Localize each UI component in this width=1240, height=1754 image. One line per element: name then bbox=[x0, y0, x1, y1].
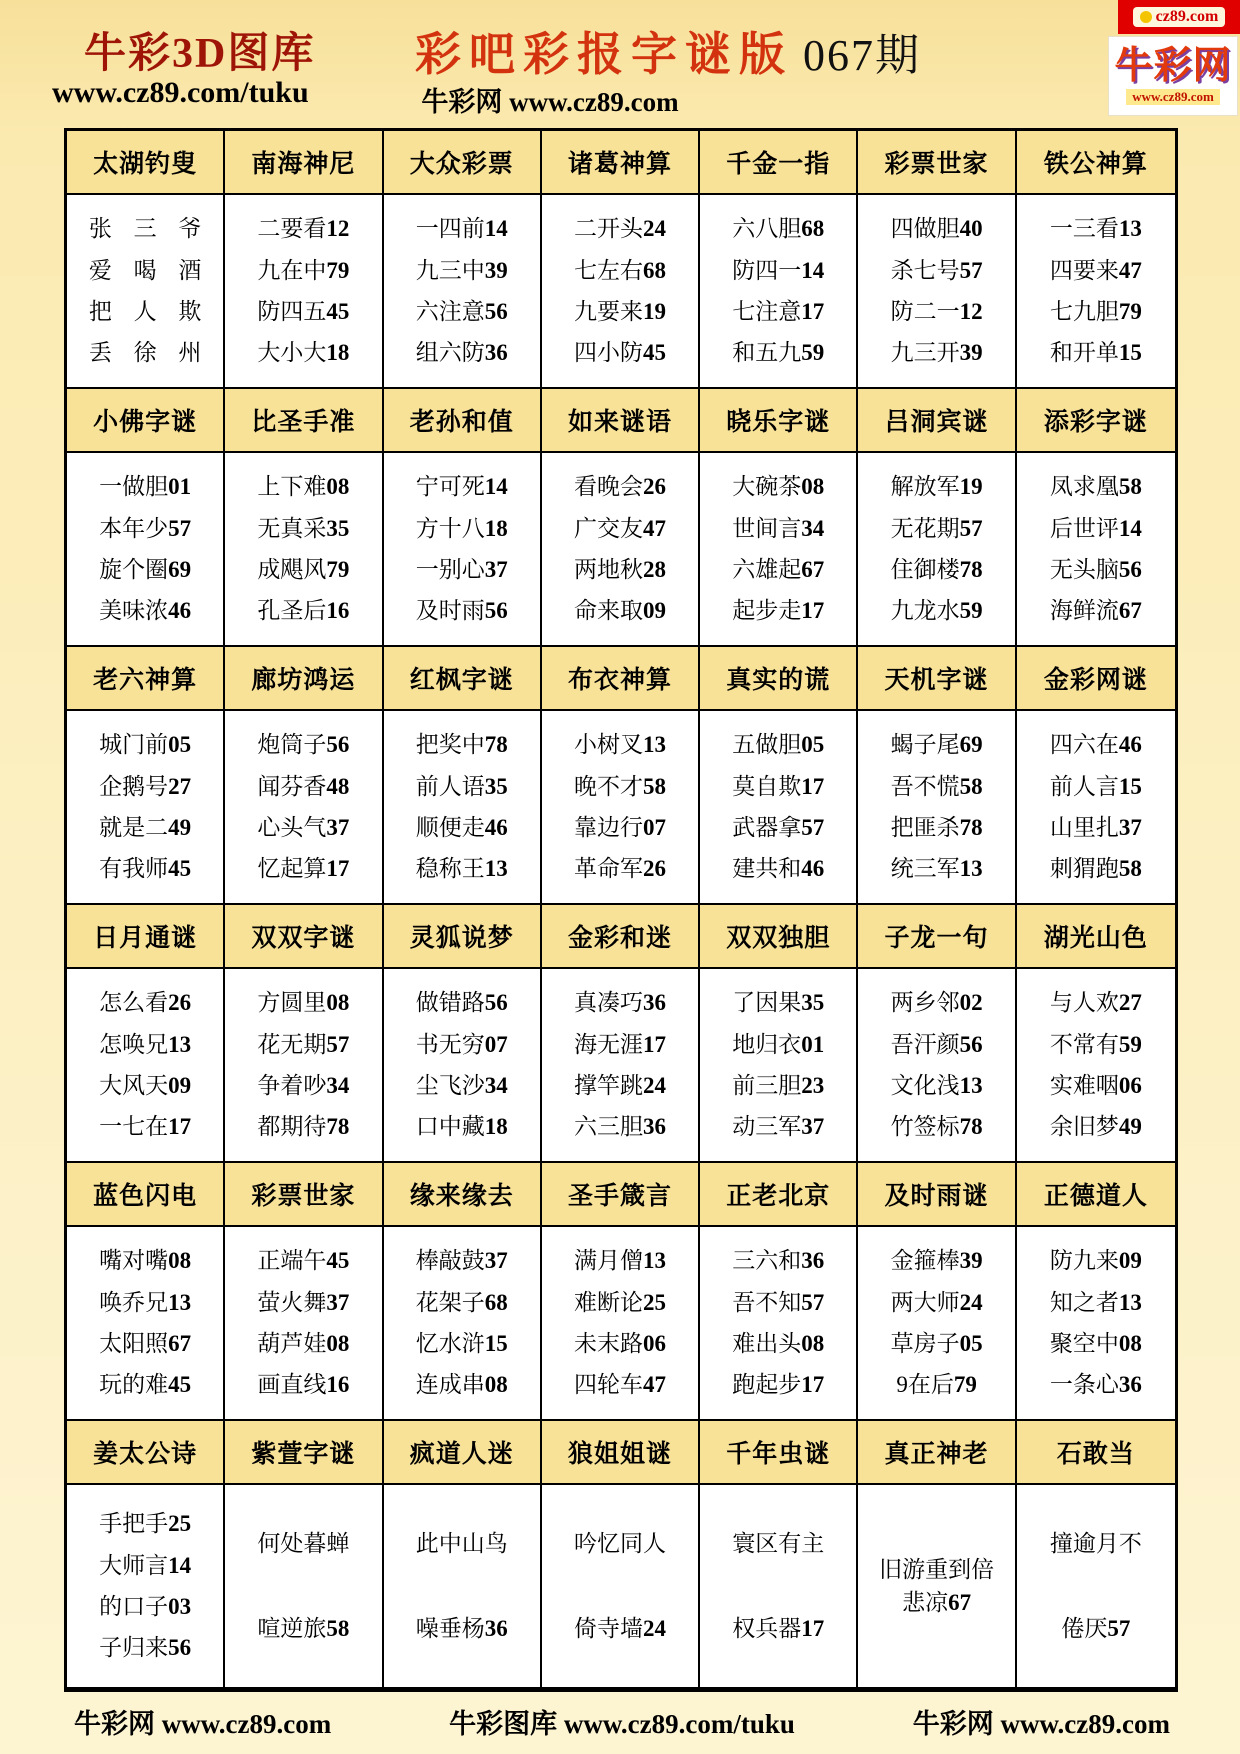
riddle-line: 嘴对嘴08 bbox=[99, 1248, 192, 1274]
riddle-line: 上下难08 bbox=[257, 474, 350, 500]
riddle-cell bbox=[858, 1485, 1016, 1689]
column-title: 金彩和迷 bbox=[542, 905, 700, 969]
riddle-line: 跑起步17 bbox=[732, 1372, 825, 1398]
riddle-line: 世间言34 bbox=[732, 515, 825, 541]
riddle-line: 棒敲鼓37 bbox=[415, 1248, 508, 1274]
section-header-row bbox=[67, 389, 1175, 453]
riddle-line: 稳称王13 bbox=[415, 856, 508, 882]
column-title: 灵狐说梦 bbox=[384, 905, 542, 969]
section-header-row bbox=[67, 1421, 1175, 1485]
riddle-cell bbox=[1017, 1485, 1175, 1689]
riddle-line: 四小防45 bbox=[573, 340, 666, 366]
riddle-line: 不常有59 bbox=[1049, 1031, 1142, 1057]
riddle-line: 解放军19 bbox=[890, 474, 983, 500]
cz89-logo-icon bbox=[1140, 11, 1152, 23]
riddle-line: 的口子03 bbox=[99, 1594, 192, 1619]
column-title: 天机字谜 bbox=[858, 647, 1016, 711]
column-title: 千金一指 bbox=[700, 131, 858, 195]
riddle-line: 杀七号57 bbox=[890, 257, 983, 283]
column-title: 蓝色闪电 bbox=[67, 1163, 225, 1227]
riddle-line: 武器拿57 bbox=[732, 815, 825, 840]
column-title: 廊坊鸿运 bbox=[225, 647, 383, 711]
riddle-line: 晚不才58 bbox=[573, 773, 666, 799]
riddle-line: 宁可死14 bbox=[415, 474, 508, 500]
corner-badge-text: cz89.com bbox=[1155, 8, 1219, 25]
riddle-line: 忆起算17 bbox=[257, 856, 350, 882]
riddle-line: 防二一12 bbox=[890, 299, 983, 324]
riddle-line: 城门前05 bbox=[99, 732, 192, 758]
riddle-line: 海无涯17 bbox=[573, 1031, 666, 1057]
site-title: 牛彩3D图库 bbox=[84, 31, 316, 77]
riddle-cell bbox=[858, 195, 1016, 389]
riddle-cell bbox=[225, 1485, 383, 1689]
column-title: 千年虫谜 bbox=[700, 1421, 858, 1485]
riddle-cell bbox=[384, 1485, 542, 1689]
riddle-line: 四轮车47 bbox=[573, 1372, 666, 1398]
riddle-cell bbox=[225, 453, 383, 647]
column-title: 及时雨谜 bbox=[858, 1163, 1016, 1227]
riddle-cell bbox=[67, 453, 225, 647]
riddle-line: 手把手25 bbox=[99, 1511, 192, 1537]
riddle-line: 六八胆68 bbox=[732, 216, 825, 242]
column-title: 圣手箴言 bbox=[542, 1163, 700, 1227]
riddle-cell bbox=[67, 1485, 225, 1689]
riddle-cell bbox=[700, 969, 858, 1163]
riddle-line: 顺便走46 bbox=[415, 815, 508, 840]
riddle-line: 和开单15 bbox=[1049, 340, 1142, 366]
riddle-line: 六雄起67 bbox=[732, 557, 825, 582]
riddle-cell bbox=[67, 969, 225, 1163]
riddle-line: 大碗茶08 bbox=[732, 474, 825, 500]
riddle-line: 前人语35 bbox=[415, 773, 508, 799]
riddle-line: 六三胆36 bbox=[573, 1114, 666, 1140]
riddle-line: 五做胆05 bbox=[732, 732, 825, 758]
riddle-line: 爱 喝 酒 bbox=[88, 257, 202, 283]
riddle-line: 无花期57 bbox=[890, 515, 983, 541]
riddle-line: 萤火舞37 bbox=[257, 1289, 350, 1315]
riddle-cell bbox=[542, 1227, 700, 1421]
riddle-line: 把匪杀78 bbox=[890, 815, 983, 840]
riddle-line: 无头脑56 bbox=[1049, 557, 1142, 582]
riddle-cell bbox=[700, 711, 858, 905]
riddle-line: 前人言15 bbox=[1049, 773, 1142, 799]
riddle-line: 都期待78 bbox=[257, 1114, 350, 1140]
riddle-cell bbox=[225, 969, 383, 1163]
column-title: 金彩网谜 bbox=[1017, 647, 1175, 711]
riddle-line: 命来取09 bbox=[573, 598, 666, 624]
column-title: 真正神老 bbox=[858, 1421, 1016, 1485]
riddle-cell bbox=[858, 969, 1016, 1163]
riddle-line: 成飓风79 bbox=[257, 557, 350, 582]
riddle-line: 张 三 爷 bbox=[88, 216, 202, 242]
riddle-cell bbox=[67, 195, 225, 389]
section-header-row bbox=[67, 1163, 1175, 1227]
riddle-cell bbox=[384, 195, 542, 389]
riddle-cell bbox=[67, 1227, 225, 1421]
riddle-line: 莫自欺17 bbox=[732, 773, 825, 799]
riddle-line: 文化浅13 bbox=[890, 1073, 983, 1098]
riddle-line: 噪垂杨36 bbox=[415, 1616, 508, 1641]
riddle-line: 做错路56 bbox=[415, 990, 508, 1016]
riddle-line: 海鲜流67 bbox=[1049, 598, 1142, 624]
riddle-cell bbox=[542, 969, 700, 1163]
riddle-line: 一别心37 bbox=[415, 557, 508, 582]
riddle-line: 花架子68 bbox=[415, 1289, 508, 1315]
section-content-row bbox=[67, 1485, 1175, 1689]
column-title: 比圣手准 bbox=[225, 389, 383, 453]
section-content-row bbox=[67, 1227, 1175, 1421]
riddle-line: 四六在46 bbox=[1049, 732, 1142, 758]
issue-number: 067期 bbox=[803, 31, 921, 80]
column-title: 南海神尼 bbox=[225, 131, 383, 195]
riddle-line: 凤求凰58 bbox=[1049, 474, 1142, 500]
column-title: 彩票世家 bbox=[225, 1163, 383, 1227]
riddle-line: 撞逾月不 bbox=[1049, 1530, 1142, 1556]
riddle-cell bbox=[542, 711, 700, 905]
riddle-cell bbox=[384, 1227, 542, 1421]
section-header-row bbox=[67, 905, 1175, 969]
riddle-line: 革命军26 bbox=[573, 856, 666, 882]
site-url-link[interactable]: www.cz89.com/tuku bbox=[52, 76, 309, 109]
riddle-cell bbox=[700, 1485, 858, 1689]
riddle-line: 后世评14 bbox=[1049, 515, 1142, 541]
riddle-line: 草房子05 bbox=[890, 1331, 983, 1356]
column-title: 如来谜语 bbox=[542, 389, 700, 453]
riddle-line: 看晚会26 bbox=[573, 474, 666, 500]
riddle-line: 撑竿跳24 bbox=[573, 1073, 666, 1098]
column-title: 湖光山色 bbox=[1017, 905, 1175, 969]
column-title: 红枫字谜 bbox=[384, 647, 542, 711]
page-title: 彩吧彩报字谜版 bbox=[415, 29, 793, 80]
riddle-line: 9在后79 bbox=[896, 1372, 977, 1398]
riddle-line: 太阳照67 bbox=[99, 1331, 192, 1356]
riddle-line: 蝎子尾69 bbox=[890, 732, 983, 758]
riddle-line: 和五九59 bbox=[732, 340, 825, 366]
riddle-line: 前三胆23 bbox=[732, 1073, 825, 1098]
riddle-line: 三六和36 bbox=[732, 1248, 825, 1274]
riddle-line: 书无穷07 bbox=[415, 1031, 508, 1057]
riddle-cell bbox=[542, 1485, 700, 1689]
riddle-line: 何处暮蝉 bbox=[257, 1530, 350, 1556]
riddle-line: 防四五45 bbox=[257, 299, 350, 324]
riddle-line: 忆水浒15 bbox=[415, 1331, 508, 1356]
riddle-line: 四做胆40 bbox=[890, 216, 983, 242]
column-title: 铁公神算 bbox=[1017, 131, 1175, 195]
riddle-line: 方十八18 bbox=[415, 515, 508, 541]
riddle-line: 七九胆79 bbox=[1049, 299, 1142, 324]
section-content-row bbox=[67, 969, 1175, 1163]
riddle-line: 就是二49 bbox=[99, 815, 192, 840]
riddle-line: 九三开39 bbox=[890, 340, 983, 366]
corner-badge[interactable] bbox=[1118, 0, 1240, 34]
riddle-line: 七左右68 bbox=[573, 257, 666, 283]
riddle-line: 两地秋28 bbox=[573, 557, 666, 582]
riddle-cell bbox=[1017, 1227, 1175, 1421]
column-title: 彩票世家 bbox=[858, 131, 1016, 195]
riddle-line: 二开头24 bbox=[573, 216, 666, 242]
riddle-line: 一七在17 bbox=[99, 1114, 192, 1140]
riddle-line: 竹签标78 bbox=[890, 1114, 983, 1140]
riddle-line: 知之者13 bbox=[1049, 1289, 1142, 1315]
riddle-line: 组六防36 bbox=[415, 340, 508, 366]
riddle-line: 与人欢27 bbox=[1049, 990, 1142, 1016]
column-title: 紫萱字谜 bbox=[225, 1421, 383, 1485]
column-title: 布衣神算 bbox=[542, 647, 700, 711]
riddle-line: 九龙水59 bbox=[890, 598, 983, 624]
riddle-cell bbox=[1017, 195, 1175, 389]
column-title: 缘来缘去 bbox=[384, 1163, 542, 1227]
riddle-line: 聚空中08 bbox=[1049, 1331, 1142, 1356]
riddle-line: 小树叉13 bbox=[573, 732, 666, 758]
riddle-cell bbox=[1017, 969, 1175, 1163]
riddle-line: 大小大18 bbox=[257, 340, 350, 366]
riddle-line: 实难咽06 bbox=[1049, 1073, 1142, 1098]
footer-mid-link[interactable]: 牛彩图库 www.cz89.com/tuku bbox=[449, 1709, 795, 1739]
riddle-line: 旧游重到倍悲凉67 bbox=[879, 1556, 995, 1615]
riddle-line: 广交友47 bbox=[573, 515, 666, 541]
riddle-line: 七注意17 bbox=[732, 299, 825, 324]
column-title: 吕洞宾谜 bbox=[858, 389, 1016, 453]
riddle-line: 争着吵34 bbox=[257, 1073, 350, 1098]
riddle-line: 九在中79 bbox=[257, 257, 350, 283]
riddle-line: 有我师45 bbox=[99, 856, 192, 882]
section-content-row bbox=[67, 453, 1175, 647]
riddle-line: 一条心36 bbox=[1049, 1372, 1142, 1398]
riddle-line: 山里扎37 bbox=[1049, 815, 1142, 840]
riddle-cell bbox=[1017, 711, 1175, 905]
column-title: 双双独胆 bbox=[700, 905, 858, 969]
riddle-line: 吾不知57 bbox=[732, 1289, 825, 1315]
riddle-line: 大师言14 bbox=[99, 1552, 192, 1578]
riddle-line: 两大师24 bbox=[890, 1289, 983, 1315]
riddle-line: 喧逆旅58 bbox=[257, 1616, 350, 1641]
riddle-line: 炮筒子56 bbox=[257, 732, 350, 758]
riddle-line: 地归衣01 bbox=[732, 1031, 825, 1057]
riddle-line: 四要来47 bbox=[1049, 257, 1142, 283]
riddle-line: 正端午45 bbox=[257, 1248, 350, 1274]
page-title-row bbox=[415, 18, 921, 84]
footer bbox=[0, 1702, 1240, 1741]
column-title: 姜太公诗 bbox=[67, 1421, 225, 1485]
riddle-line: 把奖中78 bbox=[415, 732, 508, 758]
column-title: 双双字谜 bbox=[225, 905, 383, 969]
riddle-line: 此中山鸟 bbox=[415, 1530, 508, 1556]
riddle-line: 尘飞沙34 bbox=[415, 1073, 508, 1098]
riddle-line: 二要看12 bbox=[257, 216, 350, 242]
column-title: 正老北京 bbox=[700, 1163, 858, 1227]
section-header-row bbox=[67, 131, 1175, 195]
riddle-line: 心头气37 bbox=[257, 815, 350, 840]
riddle-line: 美味浓46 bbox=[99, 598, 192, 624]
riddle-cell bbox=[700, 1227, 858, 1421]
riddle-line: 两乡邻02 bbox=[890, 990, 983, 1016]
footer-left-link[interactable]: 牛彩网 www.cz89.com bbox=[74, 1709, 332, 1739]
column-title: 疯道人迷 bbox=[384, 1421, 542, 1485]
column-title: 诸葛神算 bbox=[542, 131, 700, 195]
column-title: 添彩字谜 bbox=[1017, 389, 1175, 453]
footer-right-link[interactable]: 牛彩网 www.cz89.com bbox=[912, 1709, 1170, 1739]
column-title: 子龙一句 bbox=[858, 905, 1016, 969]
riddle-line: 难出头08 bbox=[732, 1331, 825, 1356]
riddle-line: 一三看13 bbox=[1049, 216, 1142, 242]
riddle-line: 企鹅号27 bbox=[99, 773, 192, 799]
site-logo-text: 牛彩网 bbox=[1114, 45, 1232, 87]
riddle-line: 吟忆同人 bbox=[573, 1530, 666, 1556]
column-title: 晓乐字谜 bbox=[700, 389, 858, 453]
column-title: 狼姐姐谜 bbox=[542, 1421, 700, 1485]
riddle-cell bbox=[1017, 453, 1175, 647]
riddle-line: 防四一14 bbox=[732, 257, 825, 283]
riddle-cell bbox=[67, 711, 225, 905]
riddle-cell bbox=[225, 1227, 383, 1421]
riddle-line: 金箍棒39 bbox=[890, 1248, 983, 1274]
riddle-line: 玩的难45 bbox=[99, 1372, 192, 1398]
riddle-line: 动三军37 bbox=[732, 1114, 825, 1140]
riddle-line: 孔圣后16 bbox=[257, 598, 350, 624]
riddle-line: 一做胆01 bbox=[99, 474, 192, 500]
riddle-line: 旋个圈69 bbox=[99, 557, 192, 582]
riddle-line: 未末路06 bbox=[573, 1331, 666, 1356]
section-content-row bbox=[67, 195, 1175, 389]
riddle-cell bbox=[384, 969, 542, 1163]
riddle-line: 花无期57 bbox=[257, 1031, 350, 1057]
column-title: 老孙和值 bbox=[384, 389, 542, 453]
section-header-row bbox=[67, 647, 1175, 711]
riddle-line: 连成串08 bbox=[415, 1372, 508, 1398]
riddle-cell bbox=[225, 711, 383, 905]
riddle-line: 余旧梦49 bbox=[1049, 1114, 1142, 1140]
riddle-line: 满月僧13 bbox=[573, 1248, 666, 1274]
riddle-cell bbox=[384, 453, 542, 647]
riddle-line: 口中藏18 bbox=[415, 1114, 508, 1140]
column-title: 日月通谜 bbox=[67, 905, 225, 969]
riddle-line: 本年少57 bbox=[99, 515, 192, 541]
riddle-cell bbox=[858, 1227, 1016, 1421]
column-title: 太湖钓叟 bbox=[67, 131, 225, 195]
riddle-line: 方圆里08 bbox=[257, 990, 350, 1016]
riddle-line: 画直线16 bbox=[257, 1372, 350, 1398]
riddle-line: 靠边行07 bbox=[573, 815, 666, 840]
riddle-line: 一四前14 bbox=[415, 216, 508, 242]
riddle-line: 刺猬跑58 bbox=[1049, 856, 1142, 882]
riddle-line: 无真采35 bbox=[257, 515, 350, 541]
riddle-line: 葫芦娃08 bbox=[257, 1331, 350, 1356]
riddle-cell bbox=[542, 195, 700, 389]
riddle-line: 难断论25 bbox=[573, 1289, 666, 1315]
riddle-line: 吾汗颜56 bbox=[890, 1031, 983, 1057]
column-title: 老六神算 bbox=[67, 647, 225, 711]
riddle-line: 子归来56 bbox=[99, 1635, 192, 1661]
riddle-line: 怎唤兄13 bbox=[99, 1031, 192, 1057]
riddle-line: 闻芬香48 bbox=[257, 773, 350, 799]
riddle-cell bbox=[858, 453, 1016, 647]
riddle-line: 九要来19 bbox=[573, 299, 666, 324]
column-title: 大众彩票 bbox=[384, 131, 542, 195]
riddle-line: 丢 徐 州 bbox=[88, 340, 202, 366]
riddle-line: 防九来09 bbox=[1049, 1248, 1142, 1274]
riddle-line: 怎么看26 bbox=[99, 990, 192, 1016]
riddle-cell bbox=[700, 195, 858, 389]
riddle-cell bbox=[225, 195, 383, 389]
riddle-line: 倦厌57 bbox=[1061, 1616, 1131, 1641]
column-title: 真实的谎 bbox=[700, 647, 858, 711]
riddle-cell bbox=[542, 453, 700, 647]
riddle-line: 起步走17 bbox=[732, 598, 825, 624]
riddle-line: 住御楼78 bbox=[890, 557, 983, 582]
riddle-line: 寰区有主 bbox=[732, 1530, 825, 1556]
riddle-line: 了因果35 bbox=[732, 990, 825, 1016]
riddle-line: 六注意56 bbox=[415, 299, 508, 324]
riddle-line: 权兵器17 bbox=[732, 1616, 825, 1641]
column-title: 石敢当 bbox=[1017, 1421, 1175, 1485]
puzzle-table bbox=[64, 128, 1178, 1692]
site-logo[interactable] bbox=[1108, 36, 1238, 116]
riddle-line: 九三中39 bbox=[415, 257, 508, 283]
riddle-line: 统三军13 bbox=[890, 856, 983, 882]
site-logo-url: www.cz89.com bbox=[1126, 89, 1220, 105]
riddle-line: 真凑巧36 bbox=[573, 990, 666, 1016]
riddle-cell bbox=[700, 453, 858, 647]
riddle-line: 吾不慌58 bbox=[890, 773, 983, 799]
riddle-line: 建共和46 bbox=[732, 856, 825, 882]
riddle-line: 及时雨56 bbox=[415, 598, 508, 624]
riddle-cell bbox=[384, 711, 542, 905]
sub-url-link[interactable]: 牛彩网 www.cz89.com bbox=[421, 87, 679, 117]
riddle-line: 倚寺墙24 bbox=[573, 1616, 666, 1641]
column-title: 正德道人 bbox=[1017, 1163, 1175, 1227]
section-content-row bbox=[67, 711, 1175, 905]
column-title: 小佛字谜 bbox=[67, 389, 225, 453]
riddle-line: 把 人 欺 bbox=[88, 299, 202, 324]
riddle-cell bbox=[858, 711, 1016, 905]
riddle-line: 唤乔兄13 bbox=[99, 1289, 192, 1315]
riddle-line: 大风天09 bbox=[99, 1073, 192, 1098]
